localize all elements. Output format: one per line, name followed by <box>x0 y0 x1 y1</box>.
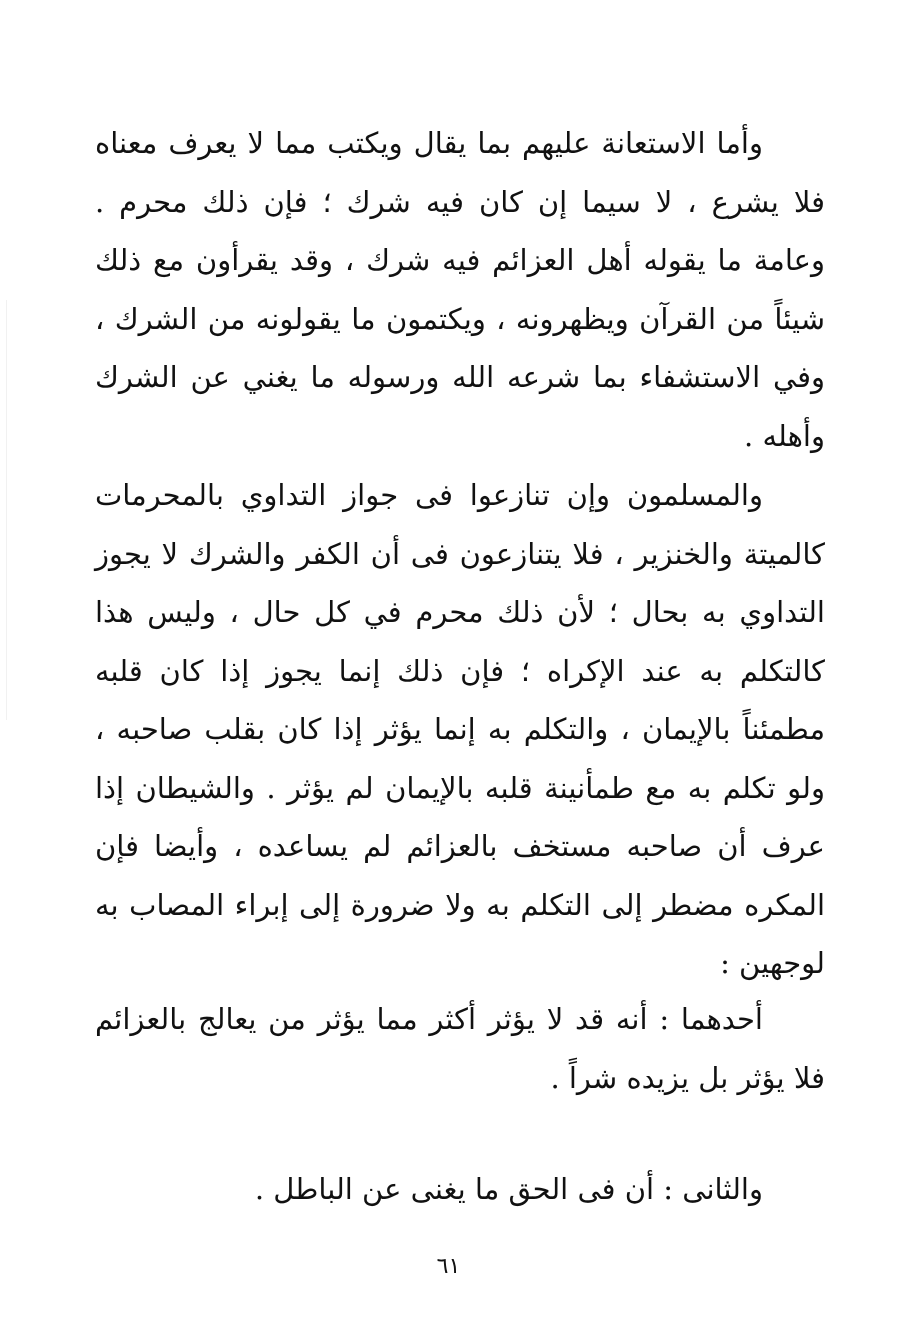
paragraph-second-reason: والثانى : أن فى الحق ما يغنى عن الباطل . <box>254 1172 763 1206</box>
paragraph-first-reason: أحدهما : أنه قد لا يؤثر أكثر مما يؤثر من يعالج بالعزائم فلا يؤثر بل يزيده شراً . <box>95 1002 825 1095</box>
page-number: ٦١ <box>436 1254 461 1279</box>
paragraph-tadawi: والمسلمون وإن تنازعوا فى جواز التداوي بالمحرمات كالميتة والخنزير ، فلا يتنازعون فى أن الكفر والشرك لا يجوز التداوي به بحال ؛ لأن ذلك محرم في كل حال ، وليس هذا كالتكلم به عند الإكراه ؛ فإن ذلك إنما يجوز إذا كان قلبه مطمئناً بالإيمان ، والتكلم به إنما يؤثر إذا كان بقلب صاحبه ، ولو تكلم به مع طمأنينة قلبه بالإيمان لم يؤثر . والشيطان إذا عرف أن صاحبه مستخف بالعزائم لم يساعده ، وأيضا فإن المكره مضطر إلى التكلم به ولا ضرورة إلى إبراء المصاب به لوجهين : <box>95 478 825 980</box>
scan-edge-mark <box>6 300 7 720</box>
paragraph-istiana: وأما الاستعانة عليهم بما يقال ويكتب مما لا يعرف معناه فلا يشرع ، لا سيما إن كان فيه شرك ؛ فإن ذلك محرم . وعامة ما يقوله أهل العزائم فيه شرك ، وقد يقرأون مع ذلك شيئاً من القرآن ويظهرونه ، ويكتمون ما يقولونه من الشرك ، وفي الاستشفاء بما شرعه الله ورسوله ما يغني عن الشرك وأهله . <box>95 126 825 453</box>
